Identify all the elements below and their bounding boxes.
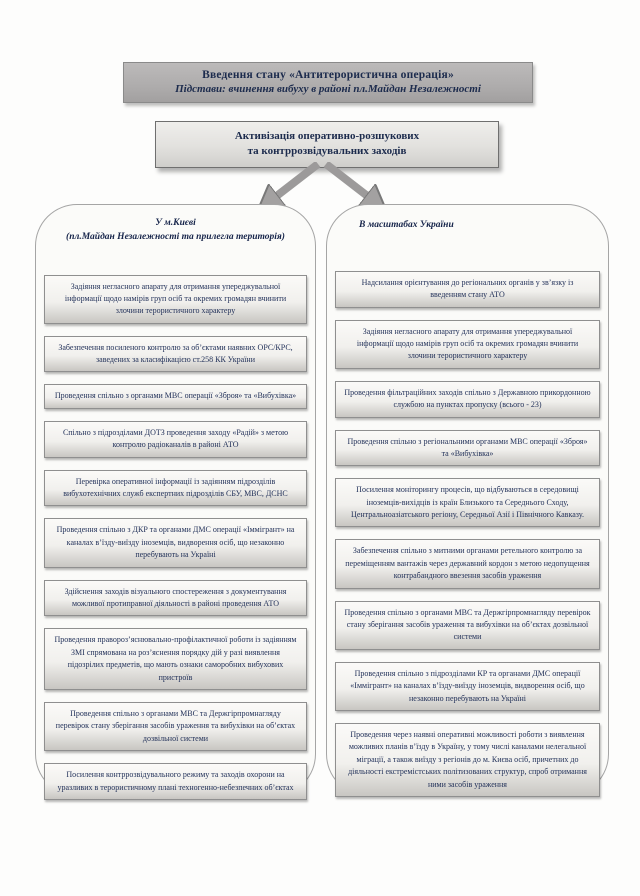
kyiv-measure-box: Проведення правороз’яснювально-профілактичної роботи із задіянням ЗМІ спрямована на роз’яснення порядку дій у разі виявлення підозрілих предметів, що мають ознаки саморобних вибухових пристроїв xyxy=(44,628,307,690)
activation-line-1: Активізація оперативно-розшукових xyxy=(234,130,420,142)
ukraine-panel xyxy=(326,204,609,796)
kyiv-measure-box: Забезпечення посиленого контролю за об’єктами наявних ОРС/КРС, заведених за класифікацією ст.258 КК України xyxy=(44,336,307,373)
ukraine-measure-box: Надсилання орієнтування до регіональних органів у зв’язку із введенням стану АТО xyxy=(335,271,600,308)
ukraine-measure-box: Задіяння негласного апарату для отримання упереджувальної інформації щодо намірів груп осіб та окремих громадян вчинити злочини терористичного характеру xyxy=(335,320,600,369)
kyiv-title-line-1: У м.Києві xyxy=(155,218,196,228)
kyiv-measure-box: Спільно з підрозділами ДОТЗ проведення заходу «Радій» з метою контролю радіоканалів в районі АТО xyxy=(44,421,307,458)
ukraine-measure-box: Проведення через наявні оперативні можливості роботи з виявлення можливих планів в’їзду в Україну, у тому числі каналами нелегальної міграції, а також виїзду з регіонів до м. Києва осіб, причетних до діяльності екстремістських політизованих структур, спроб отримання ними засобів ураження xyxy=(335,723,600,797)
kyiv-panel xyxy=(35,204,316,796)
kyiv-measure-box: Перевірка оперативної інформації із задіянням підрозділів вибухотехнічних служб експертних підрозділів СБУ, МВС, ДСНС xyxy=(44,470,307,507)
ukraine-panel-title: В масштабах України xyxy=(359,220,454,230)
activation-box xyxy=(155,121,499,168)
ukraine-measures-list xyxy=(333,271,602,797)
ato-declaration-box xyxy=(123,62,533,103)
activation-line-2: та контррозвідувальних заходів xyxy=(247,144,407,157)
kyiv-panel-title xyxy=(42,217,309,245)
ukraine-measure-box: Посилення моніторингу процесів, що відбуваються в середовищі іноземців-вихідців із країн Близького та Середнього Сходу, Центральноазіатського регіону, Середньої Азії і Північного Кавказу. xyxy=(335,478,600,527)
ukraine-measure-box: Проведення спільно з органами МВС та Держгірпромнагляду перевірок стану зберігання засобів ураження та вибухівки на об’єктах дозвільної системи xyxy=(335,601,600,650)
ukraine-measure-box: Проведення спільно з підрозділами КР та органами ДМС операції «Іммігрант» на каналах в’їзду-виїзду іноземців, видворення осіб, що незаконно перебувають на Україні xyxy=(335,662,600,711)
kyiv-measures-list xyxy=(42,275,309,800)
kyiv-measure-box: Посилення контррозвідувального режиму та заходів охорони на уразливих в терористичному плані техногенно-небезпечних об’єктах xyxy=(44,763,307,800)
ato-declaration-subtitle: Підстави: вчинення вибуху в районі пл.Майдан Незалежності xyxy=(175,83,481,95)
kyiv-measure-box: Задіяння негласного апарату для отримання упереджувальної інформації щодо намірів груп осіб та окремих громадян вчинити злочини терористичного характеру xyxy=(44,275,307,324)
kyiv-measure-box: Проведення спільно з органами МВС операції «Зброя» та «Вибухівка» xyxy=(44,384,307,408)
ukraine-measure-box: Проведення спільно з регіональними органами МВС операції «Зброя» та «Вибухівка» xyxy=(335,430,600,467)
ukraine-measure-box: Проведення фільтраційних заходів спільно з Державною прикордонною службою на пунктах пропуску (всього - 23) xyxy=(335,381,600,418)
ato-declaration-title: Введення стану «Антитерористична операція» xyxy=(202,69,454,81)
kyiv-measure-box: Проведення спільно з ДКР та органами ДМС операції «Іммігрант» на каналах в’їзду-виїзду іноземців, видворення осіб, що незаконно перебувають на Україні xyxy=(44,518,307,567)
kyiv-measure-box: Проведення спільно з органами МВС та Держгірпромнагляду перевірок стану зберігання засобів ураження та вибухівки на об’єктах дозвільної системи xyxy=(44,702,307,751)
ukraine-measure-box: Забезпечення спільно з митними органами ретельного контролю за переміщенням вантажів через державний кордон з метою недопущення контрабандного ввезення засобів ураження xyxy=(335,539,600,588)
kyiv-title-line-2: (пл.Майдан Незалежності та прилегла територія) xyxy=(66,231,285,242)
kyiv-measure-box: Здійснення заходів візуального спостереження з документування можливої протиправної діяльності в районі проведення АТО xyxy=(44,580,307,617)
